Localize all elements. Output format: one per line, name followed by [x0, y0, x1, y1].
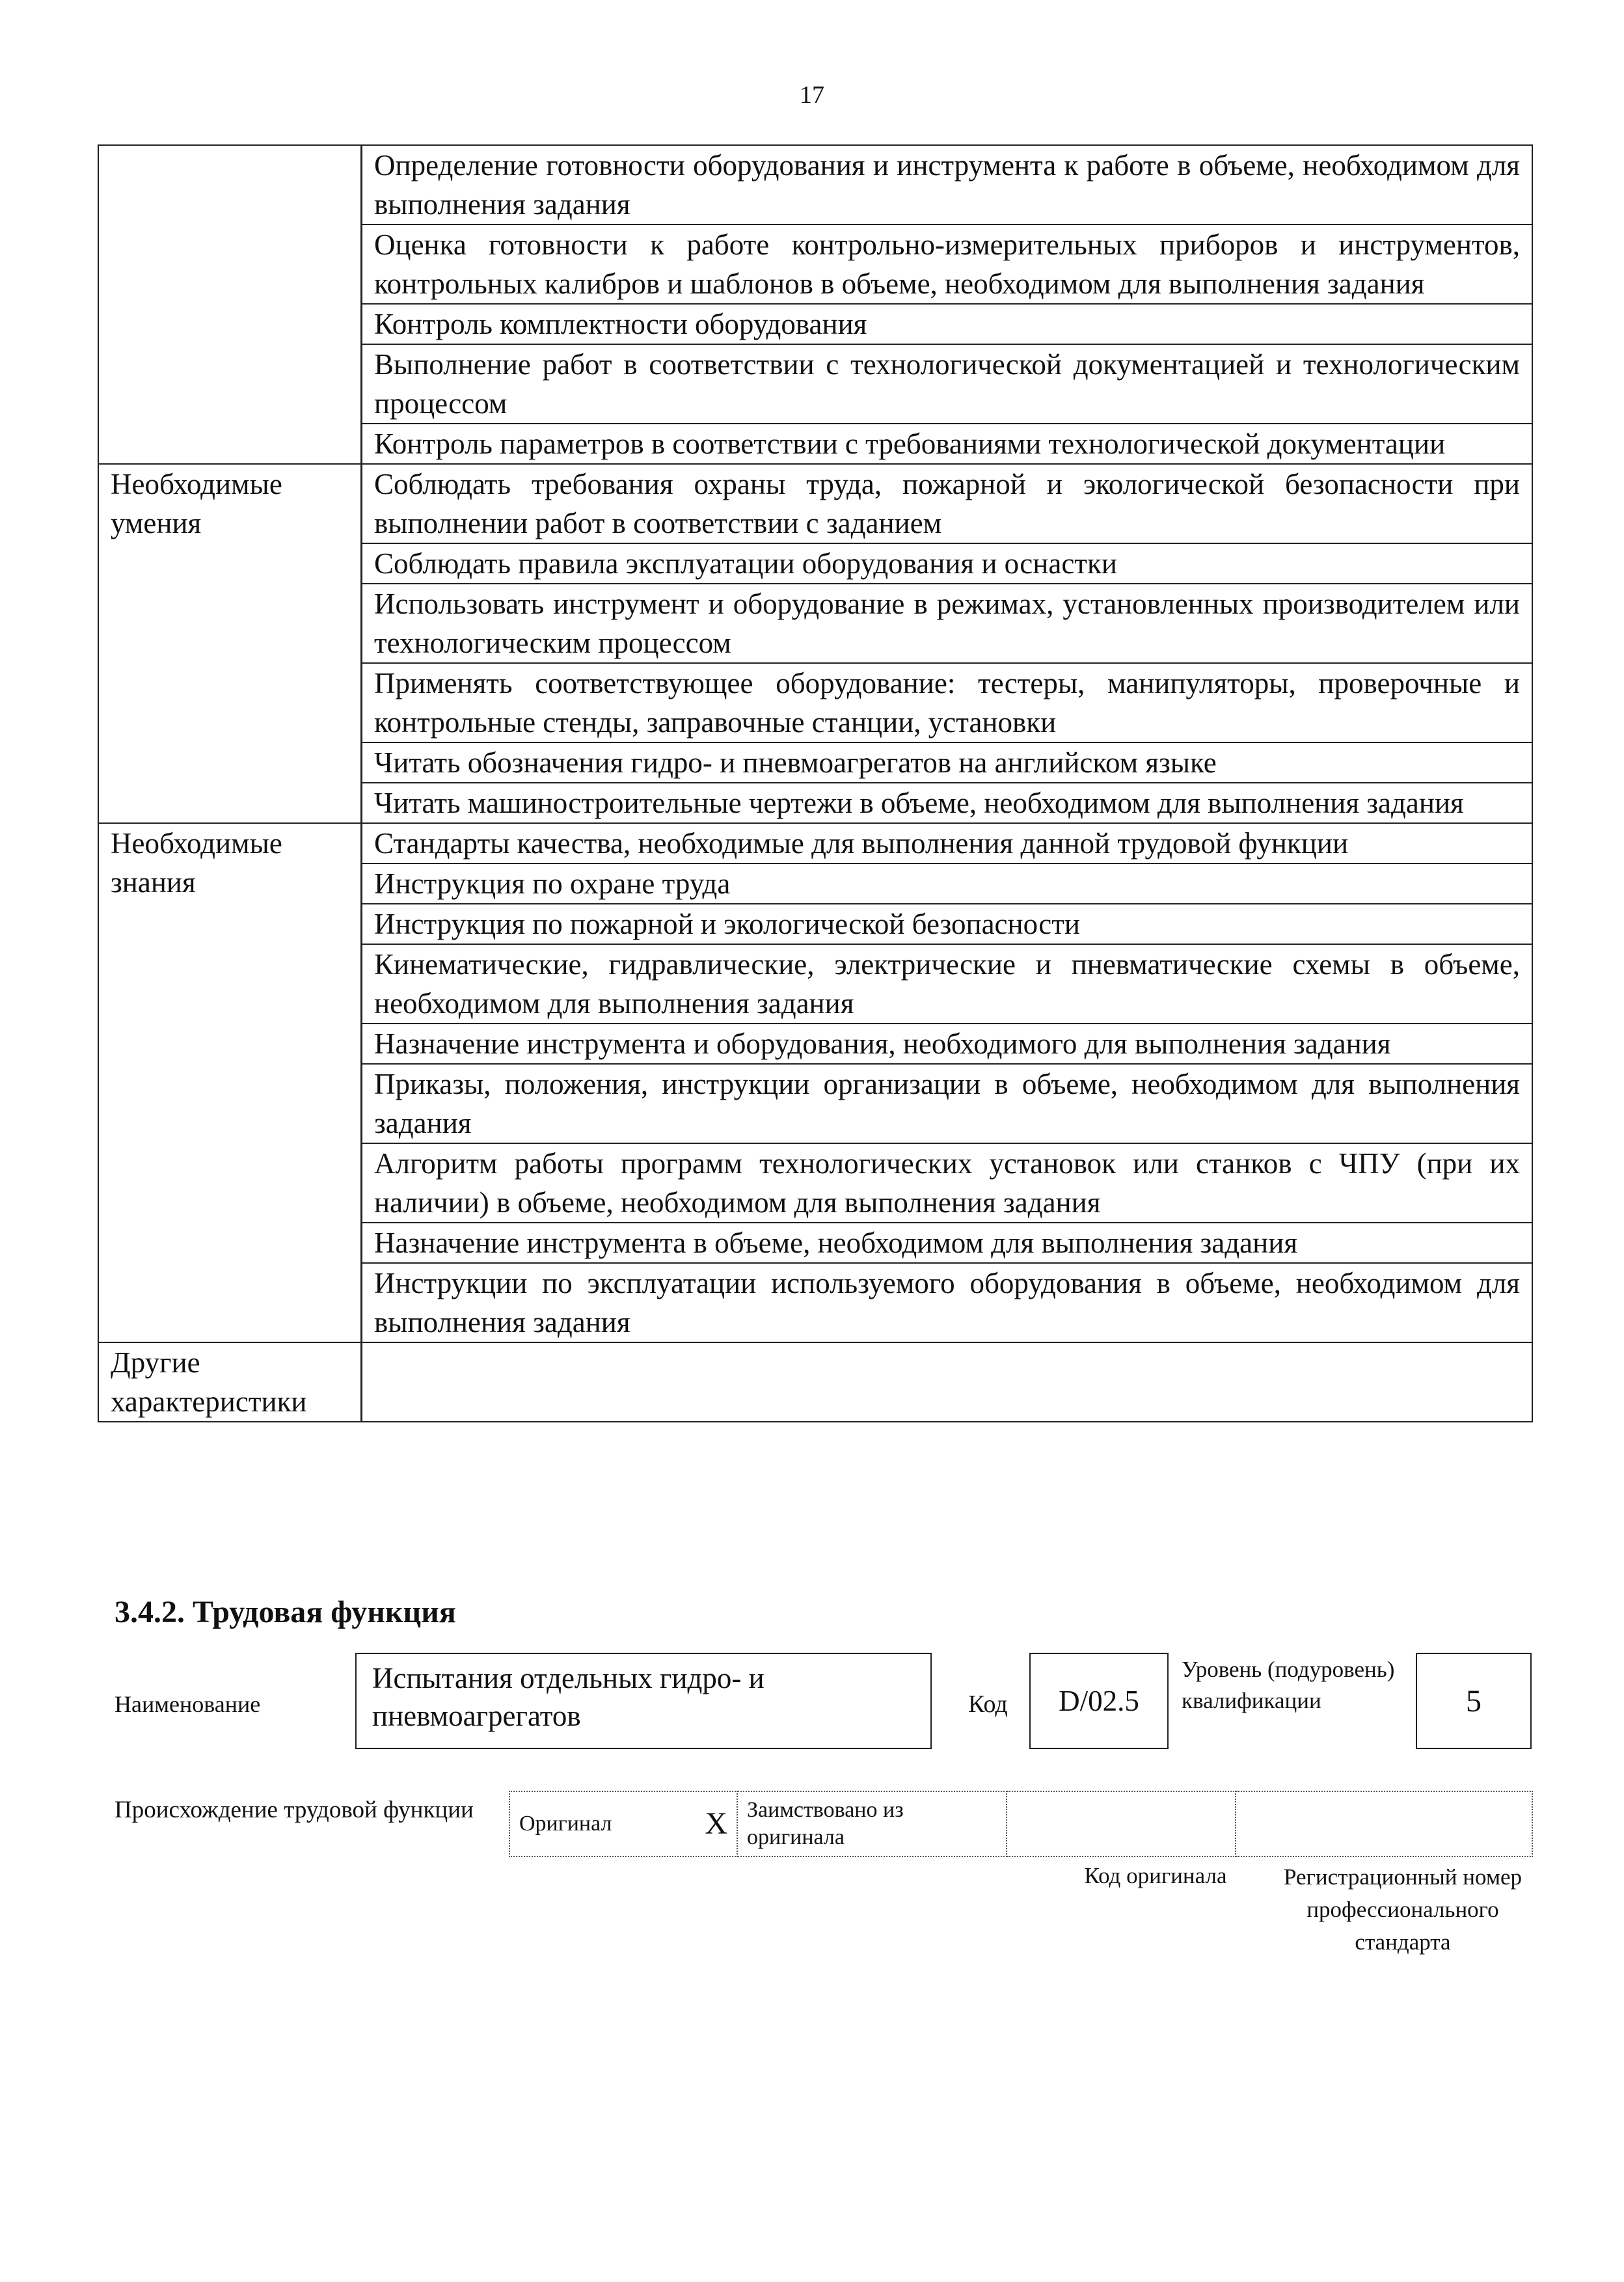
table-cell: Определение готовности оборудования и инструмента к работе в объеме, необходимом для выполнения задания — [362, 145, 1533, 224]
row-label-actions — [98, 145, 362, 464]
origin-table — [509, 1791, 1533, 1857]
origin-label: Происхождение трудовой функции — [115, 1797, 474, 1823]
level-label: Уровень (подуровень) квалификации — [1182, 1657, 1395, 1713]
table-cell: Назначение инструмента и оборудования, необходимого для выполнения задания — [362, 1024, 1533, 1064]
table-cell: Стандарты качества, необходимые для выполнения данной трудовой функции — [362, 823, 1533, 863]
table-cell — [362, 1342, 1533, 1422]
section-title: 3.4.2. Трудовая функция — [115, 1595, 456, 1629]
code-original-caption: Код оригинала — [1084, 1863, 1227, 1888]
origin-mark: X — [705, 1806, 727, 1841]
table-cell: Соблюдать правила эксплуатации оборудования и оснастки — [362, 543, 1533, 584]
reg-number-caption: Регистрационный номер профессионального стандарта — [1283, 1864, 1522, 1955]
origin-reg-cell — [1236, 1791, 1532, 1856]
table-cell: Приказы, положения, инструкции организации в объеме, необходимом для выполнения задания — [362, 1064, 1533, 1143]
table-cell: Соблюдать требования охраны труда, пожарной и экологической безопасности при выполнении работ в соответствии с заданием — [362, 464, 1533, 543]
table-cell: Контроль комплектности оборудования — [362, 304, 1533, 344]
row-label-skills: Необходимые умения — [98, 464, 362, 823]
origin-original-label: Оригинал — [519, 1812, 612, 1836]
row-label-other: Другие характеристики — [98, 1342, 362, 1422]
table-cell: Инструкция по охране труда — [362, 863, 1533, 904]
table-cell: Инструкция по пожарной и экологической безопасности — [362, 904, 1533, 944]
table-cell: Кинематические, гидравлические, электрические и пневматические схемы в объеме, необходимом для выполнения задания — [362, 944, 1533, 1024]
name-value-box: Испытания отдельных гидро- и пневмоагрегатов — [355, 1653, 932, 1749]
table-cell: Контроль параметров в соответствии с требованиями технологической документации — [362, 424, 1533, 464]
table-row — [509, 1791, 1532, 1856]
table-cell: Читать машиностроительные чертежи в объеме, необходимом для выполнения задания — [362, 783, 1533, 823]
code-value-box: D/02.5 — [1029, 1653, 1169, 1749]
table-row — [98, 464, 1532, 543]
table-row — [98, 145, 1532, 224]
origin-borrowed-cell: Заимствовано из оригинала — [737, 1791, 1007, 1856]
table-cell: Алгоритм работы программ технологических установок или станков с ЧПУ (при их наличии) в объеме, необходимом для выполнения задания — [362, 1143, 1533, 1223]
table-cell: Оценка готовности к работе контрольно-измерительных приборов и инструментов, контрольных калибров и шаблонов в объеме, необходимом для выполнения задания — [362, 224, 1533, 304]
table-cell: Выполнение работ в соответствии с технологической документацией и технологическим процессом — [362, 344, 1533, 424]
table-row — [98, 823, 1532, 863]
level-value-box: 5 — [1416, 1653, 1532, 1749]
code-label: Код — [968, 1691, 1008, 1718]
name-label: Наименование — [115, 1691, 261, 1717]
row-label-knowledge: Необходимые знания — [98, 823, 362, 1342]
table-row — [98, 1342, 1532, 1422]
competency-table — [98, 144, 1533, 1422]
table-cell: Инструкции по эксплуатации используемого оборудования в объеме, необходимом для выполнения задания — [362, 1263, 1533, 1342]
origin-original-cell — [509, 1791, 737, 1856]
table-cell: Применять соответствующее оборудование: тестеры, манипуляторы, проверочные и контрольные стенды, заправочные станции, установки — [362, 663, 1533, 742]
table-cell: Назначение инструмента в объеме, необходимом для выполнения задания — [362, 1223, 1533, 1263]
table-cell: Читать обозначения гидро- и пневмоагрегатов на английском языке — [362, 742, 1533, 783]
table-cell: Использовать инструмент и оборудование в режимах, установленных производителем или технологическим процессом — [362, 584, 1533, 663]
origin-code-cell — [1007, 1791, 1236, 1856]
page-number: 17 — [800, 81, 824, 109]
